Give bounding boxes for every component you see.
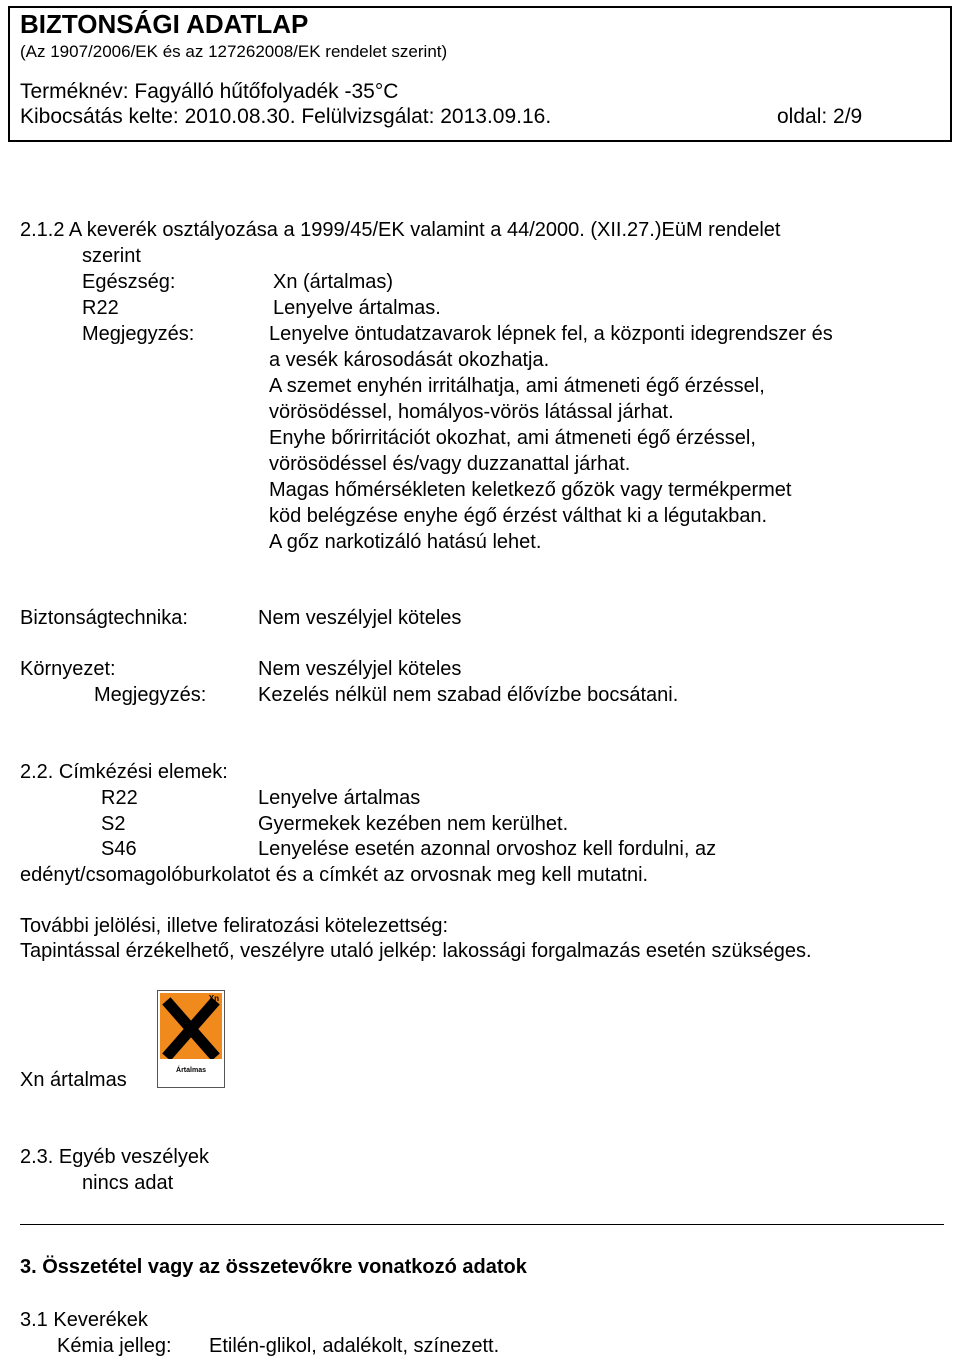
section-23-heading: 2.3. Egyéb veszélyek xyxy=(20,1146,209,1168)
label-code: S2 xyxy=(101,813,126,835)
note-line: Lenyelve öntudatzavarok lépnek fel, a központi idegrendszer és xyxy=(269,323,833,345)
document-title: BIZTONSÁGI ADATLAP xyxy=(20,9,309,39)
product-name: Terméknév: Fagyálló hűtőfolyadék -35°C xyxy=(20,80,399,103)
label-text-continuation: edényt/csomagolóburkolatot és a címkét az orvosnak meg kell mutatni. xyxy=(20,864,649,886)
further-marking-text: Tapintással érzékelhető, veszélyre utaló jelkép: lakossági forgalmazás esetén szükséges. xyxy=(20,940,812,962)
note-line: A gőz narkotizáló hatású lehet. xyxy=(269,531,542,553)
note-line: a vesék károsodását okozhatja. xyxy=(269,349,550,371)
section-3-heading: 3. Összetétel vagy az összetevőkre vonatkozó adatok xyxy=(20,1256,527,1278)
label-text: Lenyelése esetén azonnal orvoshoz kell fordulni, az xyxy=(258,838,717,860)
chemical-nature-value: Etilén-glikol, adalékolt, színezett. xyxy=(209,1335,500,1357)
environment-label: Környezet: xyxy=(20,658,116,680)
chemical-nature-label: Kémia jelleg: xyxy=(57,1335,172,1357)
section-22-heading: 2.2. Címkézési elemek: xyxy=(20,761,228,783)
note-line: Enyhe bőrirritációt okozhat, ami átmeneti égő érzéssel, xyxy=(269,427,756,449)
health-label: Egészség: xyxy=(82,271,176,293)
section-212-heading: 2.1.2 A keverék osztályozása a 1999/45/EK valamint a 44/2000. (XII.27.)EüM rendelet xyxy=(20,219,781,241)
section-31-heading: 3.1 Keverékek xyxy=(20,1309,148,1331)
hazard-pictogram xyxy=(157,990,225,1088)
page-number: oldal: 2/9 xyxy=(777,105,863,128)
note-line: A szemet enyhén irritálhatja, ami átmeneti égő érzéssel, xyxy=(269,375,765,397)
section-divider xyxy=(20,1224,944,1225)
issue-dates: Kibocsátás kelte: 2010.08.30. Felülvizsgálat: 2013.09.16. xyxy=(20,105,552,128)
hazard-pictogram-background xyxy=(160,993,222,1059)
environment-note-label: Megjegyzés: xyxy=(94,684,207,706)
note-line: vörösödéssel, homályos-vörös látással járhat. xyxy=(269,401,674,423)
document-subtitle: (Az 1907/2006/EK és az 127262008/EK rendelet szerint) xyxy=(20,42,448,61)
r22-label: R22 xyxy=(82,297,119,319)
section-212-heading-cont: szerint xyxy=(82,245,141,267)
environment-value: Nem veszélyjel köteles xyxy=(258,658,462,680)
label-code: S46 xyxy=(101,838,137,860)
label-text: Lenyelve ártalmas xyxy=(258,787,421,809)
r22-value: Lenyelve ártalmas. xyxy=(273,297,441,319)
label-code: R22 xyxy=(101,787,138,809)
hazard-symbol-letters: Xn xyxy=(208,994,219,1003)
environment-note-value: Kezelés nélkül nem szabad élővízbe bocsátani. xyxy=(258,684,679,706)
note-line: vörösödéssel és/vagy duzzanattal járhat. xyxy=(269,453,631,475)
hazard-symbol-label: Xn ártalmas xyxy=(20,1069,127,1091)
note-label: Megjegyzés: xyxy=(82,323,195,345)
label-text: Gyermekek kezében nem kerülhet. xyxy=(258,813,569,835)
hazard-pictogram-caption: Ártalmas xyxy=(176,1067,206,1074)
note-line: Magas hőmérsékleten keletkező gőzök vagy termékpermet xyxy=(269,479,792,501)
safety-tech-label: Biztonságtechnika: xyxy=(20,607,188,629)
note-line: köd belégzése enyhe égő érzést válthat ki a légutakban. xyxy=(269,505,768,527)
further-marking-heading: További jelölési, illetve feliratozási kötelezettség: xyxy=(20,915,448,937)
section-23-value: nincs adat xyxy=(82,1172,174,1194)
safety-tech-value: Nem veszélyjel köteles xyxy=(258,607,462,629)
health-value: Xn (ártalmas) xyxy=(273,271,394,293)
